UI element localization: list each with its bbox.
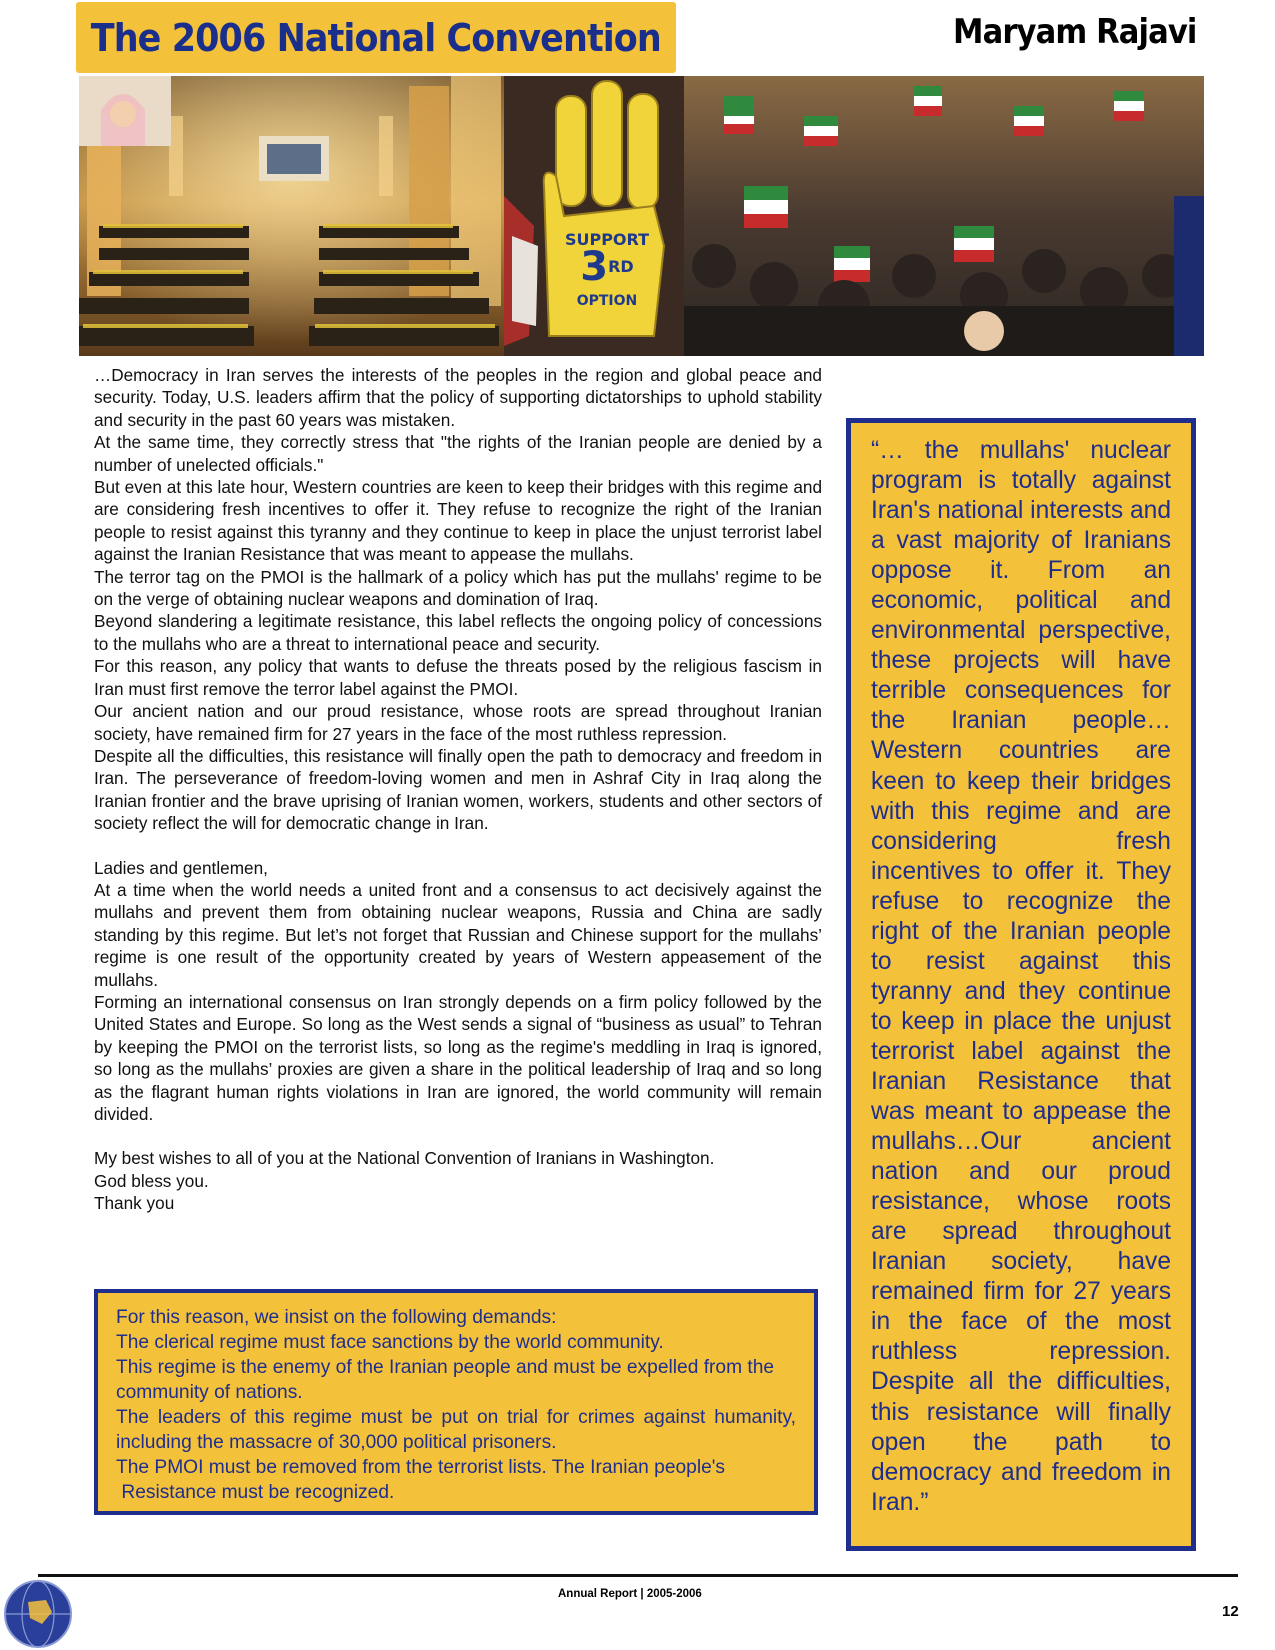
convention-hall-photo	[79, 76, 504, 356]
demands-box	[94, 1289, 818, 1515]
paragraph: …Democracy in Iran serves the interests of the peoples in the region and global peace and security. Today, U.S. leaders affirm that the policy of supporting dictatorships to uphold stability and security in the past 60 years was mistaken.	[94, 365, 822, 430]
salutation: Ladies and gentlemen,	[94, 857, 268, 878]
paragraph: Beyond slandering a legitimate resistance, this label reflects the ongoing policy of concessions to the mullahs who are a threat to international peace and security.	[94, 611, 822, 654]
sign-text-support: SUPPORT	[564, 230, 650, 249]
sign-text-option: OPTION	[576, 293, 638, 309]
sign-text-suffix: RD	[608, 257, 634, 276]
paragraph: But even at this late hour, Western countries are keen to keep their bridges with this regime and are considering fresh incentives to offer it. They refuse to recognize the right of the Iranian people to resist against this tyranny and they continue to keep in place the unjust terrorist label against the Iranian Resistance that was meant to appease the mullahs.	[94, 477, 822, 565]
demands-line: community of nations.	[116, 1382, 303, 1403]
demands-line: The leaders of this regime must be put on trial for crimes against humanity, including the massacre of 30,000 political prisoners.	[116, 1407, 796, 1453]
paragraph: Forming an international consensus on Iran strongly depends on a firm policy followed by the United States and Europe. So long as the West sends a signal of “business as usual” to Tehran by keeping the PMOI on the terrorist lists, so long as the regime's meddling in Iraq is ignored, so long as the mullahs’ proxies are given a share in the political leadership of Iraq and so long as the flagrant human rights violations in Iran are ignored, the world community will remain divided.	[94, 991, 822, 1124]
pull-quote-box	[846, 418, 1196, 1551]
demands-line: For this reason, we insist on the following demands:	[116, 1307, 557, 1328]
paragraph: Despite all the difficulties, this resistance will finally open the path to democracy and freedom in Iran. The perseverance of freedom-loving women and men in Ashraf City in Iraq along the Iranian frontier and the brave uprising of Iranian women, workers, students and other sectors of society reflect the will for democratic change in Iran.	[94, 745, 822, 834]
paragraph: At a time when the world needs a united front and a consensus to act decisively against the mullahs and prevent them from obtaining nuclear weapons, Russia and China are sadly standing by this regime. But let’s not forget that Russian and Chinese support for the mullahs’ regime is one result of the opportunity created by years of Western appeasement of the mullahs.	[94, 879, 822, 990]
demands-line: Resistance must be recognized.	[116, 1482, 395, 1503]
footer-report-label: Annual Report | 2005-2006	[558, 1588, 702, 1600]
pull-quote-text: “… the mullahs' nuclear program is totally against Iran's national interests and a vast majority of Iranians oppose it. From an economic, political and environmental perspective, these projects will have terrible consequences for the Iranian people…Western countries are keen to keep their bridges with this regime and are considering fresh incentives to offer it. They refuse to recognize the right of the Iranian people to resist against this tyranny and they continue to keep in place the unjust terrorist label against the Iranian Resistance that was meant to appease the mullahs…Our ancient nation and our proud resistance, whose roots are spread throughout Iranian society, have remained firm for 27 years in the face of the most ruthless repression. Despite all the difficulties, this resistance will finally open the path to democracy and freedom in Iran.”	[871, 437, 1172, 1516]
demands-line: This regime is the enemy of the Iranian people and must be expelled from the	[116, 1357, 775, 1378]
crowd-flags-photo	[684, 76, 1204, 356]
support-sign-photo	[504, 76, 684, 356]
paragraph: Our ancient nation and our proud resistance, whose roots are spread throughout Iranian society, have remained firm for 27 years in the face of the most ruthless repression.	[94, 701, 822, 744]
page-title: The 2006 National Convention	[90, 15, 662, 60]
closing-thanks: Thank you	[94, 1193, 175, 1214]
closing-blessing: God bless you.	[94, 1170, 209, 1191]
demands-line: The clerical regime must face sanctions by the world community.	[116, 1332, 664, 1353]
title-banner	[76, 2, 676, 73]
paragraph: The terror tag on the PMOI is the hallmark of a policy which has put the mullahs' regime to be on the verge of obtaining nuclear weapons and domination of Iraq.	[94, 566, 822, 610]
paragraph: For this reason, any policy that wants to defuse the threats posed by the religious fascism in Iran must first remove the terror label against the PMOI.	[94, 656, 822, 699]
page-number: 12	[1222, 1603, 1239, 1620]
article-body	[94, 364, 822, 1215]
sign-text-number: 3	[580, 244, 609, 290]
photo-banner	[79, 76, 1204, 356]
demands-line: The PMOI must be removed from the terrorist lists. The Iranian people's	[116, 1457, 726, 1478]
closing-wishes: My best wishes to all of you at the National Convention of Iranians in Washington.	[94, 1148, 715, 1169]
globe-logo-icon	[2, 1578, 74, 1650]
author-name: Maryam Rajavi	[952, 12, 1196, 52]
paragraph: At the same time, they correctly stress that "the rights of the Iranian people are denied by a number of unelected officials."	[94, 432, 822, 475]
footer-divider	[38, 1574, 1238, 1577]
